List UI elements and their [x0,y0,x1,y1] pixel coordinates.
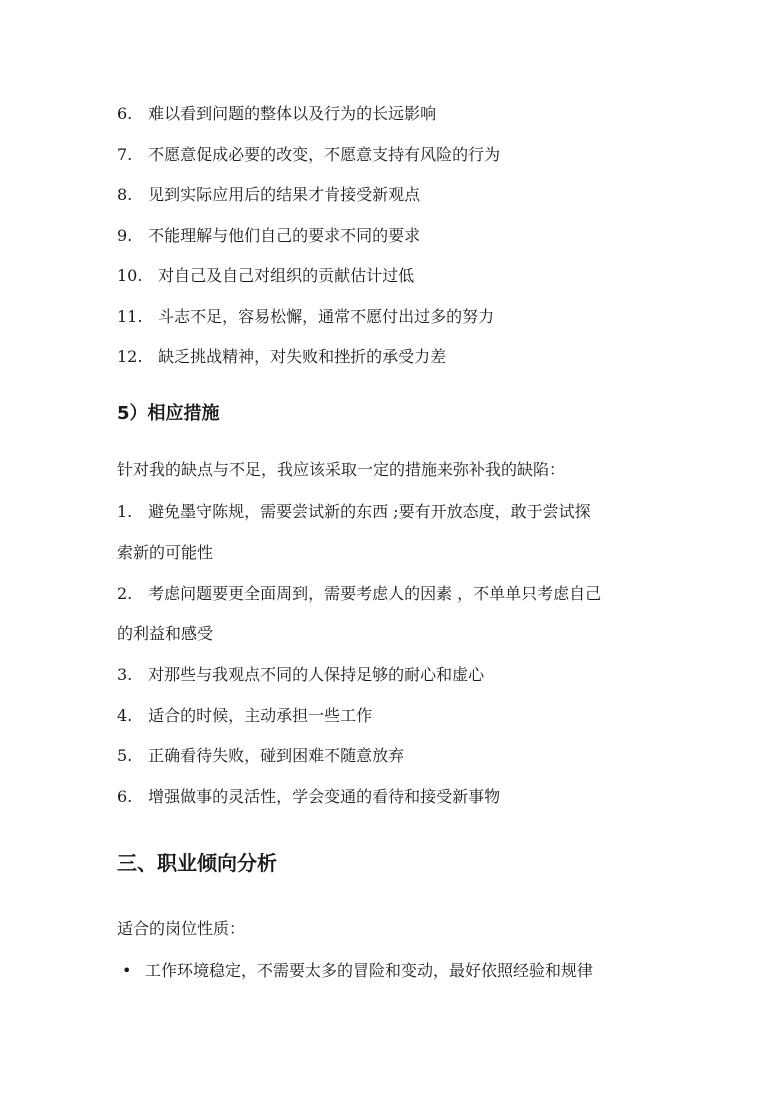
list-item [117,665,484,685]
item-number: 1. [117,502,133,521]
list-item-continuation: 的利益和感受 [117,624,214,643]
list-item [117,185,420,205]
item-text: 见到实际应用后的结果才肯接受新观点 [148,185,421,204]
chapter-heading: 三、职业倾向分析 [117,851,277,875]
list-item [117,266,414,286]
list-item [117,347,446,367]
list-item [117,104,436,124]
item-number: 6. [117,104,133,123]
section-heading: 5）相应措施 [117,403,220,424]
item-text: 难以看到问题的整体以及行为的长远影响 [148,104,437,123]
item-number: 8. [117,185,133,204]
item-number: 5. [117,746,133,765]
item-number: 10. [117,266,143,285]
paragraph: 适合的岗位性质： [117,919,246,938]
list-item [117,746,404,766]
item-number: 12. [117,347,143,366]
list-item [117,787,500,807]
item-number: 7. [117,145,133,164]
item-text: 斗志不足，容易松懈，通常不愿付出过多的努力 [158,307,495,326]
list-item [117,706,372,726]
item-text: 不愿意促成必要的改变，不愿意支持有风险的行为 [148,145,501,164]
bullet-item [117,961,593,981]
item-text: 对自己及自己对组织的贡献估计过低 [158,266,415,285]
list-item [117,145,500,165]
item-text: 正确看待失败，碰到困难不随意放弃 [148,746,405,765]
item-number: 2. [117,584,133,603]
paragraph: 针对我的缺点与不足，我应该采取一定的措施来弥补我的缺陷： [117,460,566,479]
item-number: 3. [117,665,133,684]
item-text: 不能理解与他们自己的要求不同的要求 [148,226,421,245]
item-text: 适合的时候，主动承担一些工作 [148,706,373,725]
item-text: 缺乏挑战精神，对失败和挫折的承受力差 [158,347,447,366]
item-number: 11. [117,307,143,326]
item-number: 4. [117,706,133,725]
item-number: 9. [117,226,133,245]
list-item [117,502,591,522]
bullet-text: 工作环境稳定，不需要太多的冒险和变动，最好依照经验和规律 [145,961,594,980]
list-item [117,584,601,604]
item-text: 避免墨守陈规，需要尝试新的东西 ;要有开放态度，敢于尝试探 [148,502,591,521]
item-text: 考虑问题要更全面周到，需要考虑人的因素 ，不单单只考虑自己 [148,584,602,603]
item-text: 增强做事的灵活性，学会变通的看待和接受新事物 [148,787,501,806]
item-text: 对那些与我观点不同的人保持足够的耐心和虚心 [148,665,485,684]
list-item [117,226,420,246]
list-item [117,307,494,327]
bullet-icon: • [122,961,132,980]
item-number: 6. [117,787,133,806]
list-item-continuation: 索新的可能性 [117,543,214,562]
